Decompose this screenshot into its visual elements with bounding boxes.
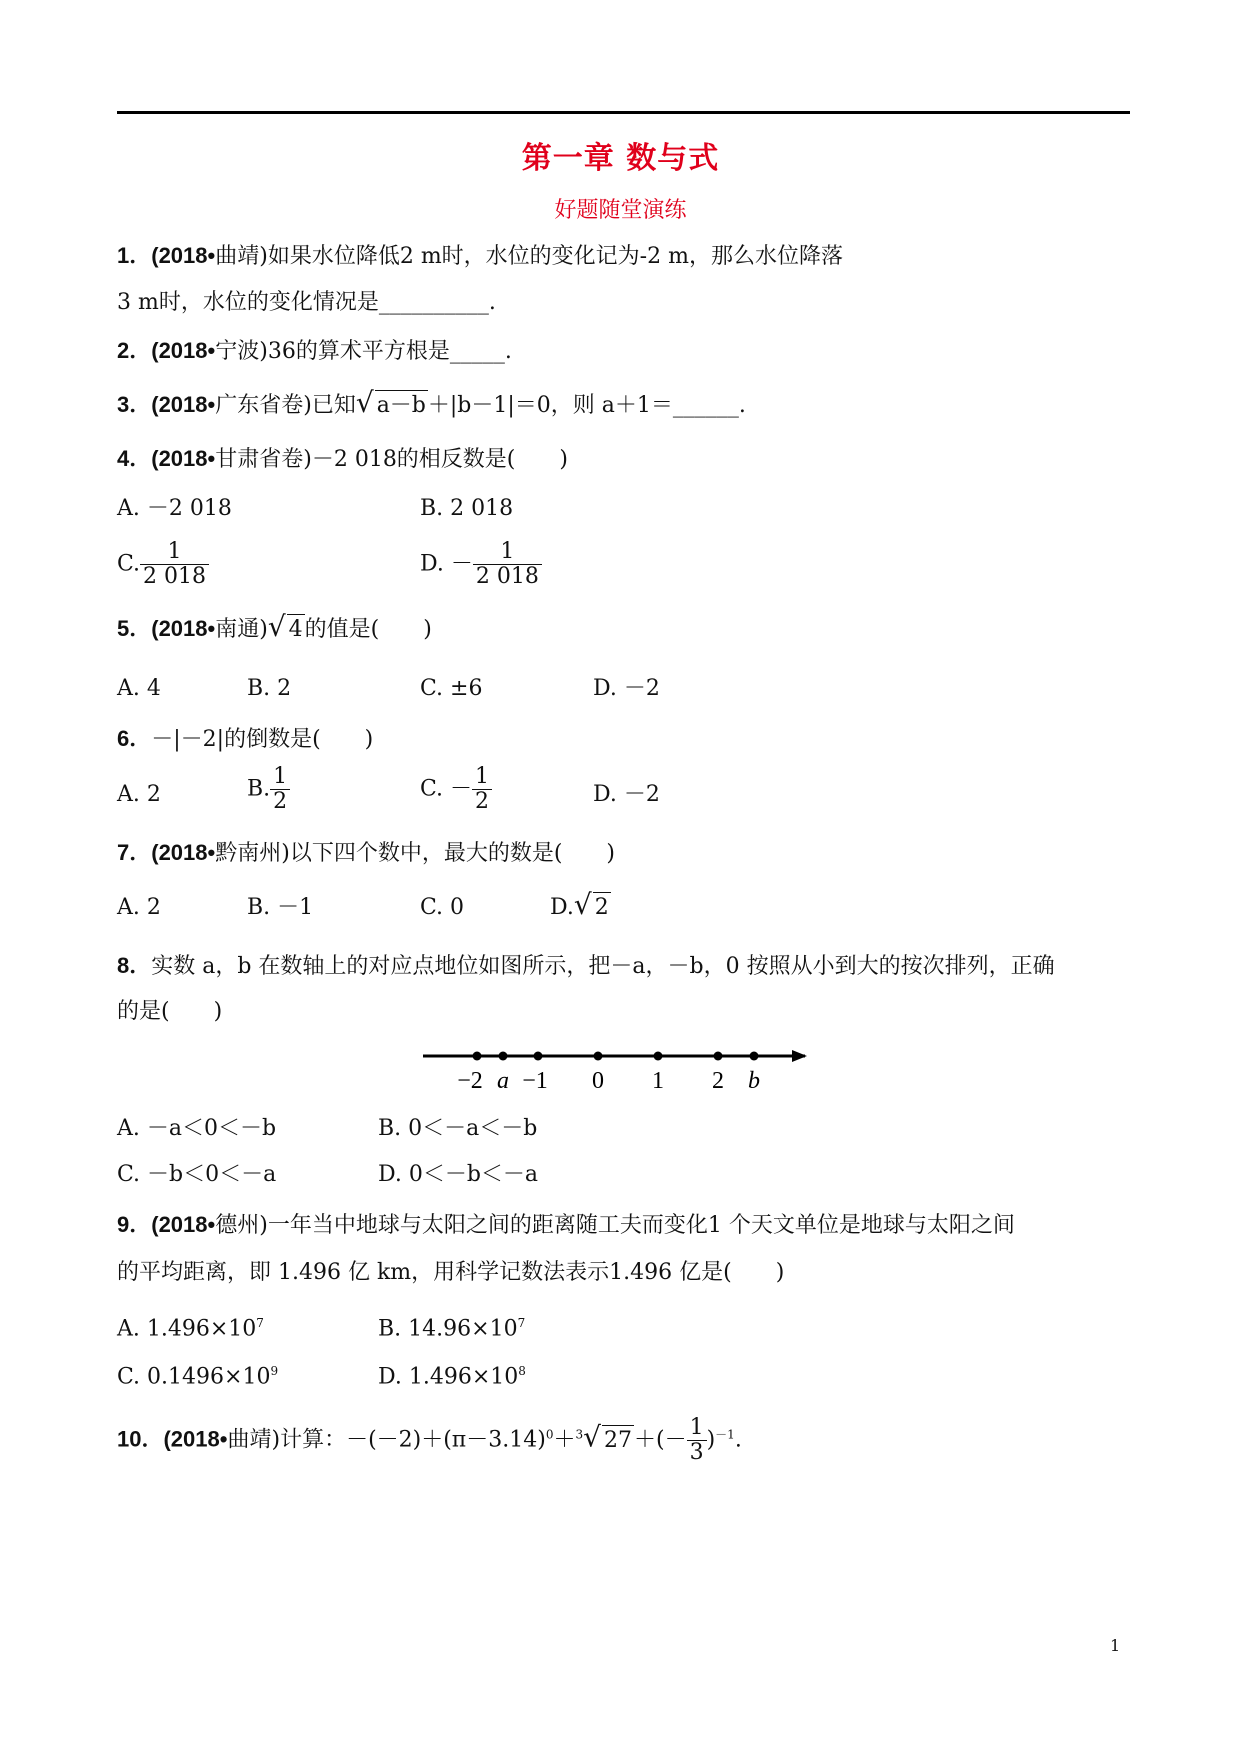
q9-line1: 9．(2018•德州)一年当中地球与太阳之间的距离随工夫而变化1 个天文单位是地球与太阳之间 [117,1212,1015,1238]
page-number: 1 [1110,1636,1121,1655]
q4-option-b: B. 2 018 [420,496,514,521]
q2: 2．(2018•宁波)36的算术平方根是_____. [117,338,512,364]
q4-option-d: D. － $\frac{1}{2 018}$ [420,540,542,589]
point-2 [714,1052,723,1061]
section-subtitle: 好题随堂演练 [554,198,687,223]
q9-option-d: D. $1.496\times 10^8$ [378,1364,526,1390]
q1-line1: 1．(2018•曲靖)如果水位降低2 m时，水位的变化记为-2 m，那么水位降落 [117,243,843,269]
q5: 5．(2018•南通)√ 4的值是( ) [117,610,432,643]
q7-option-a: A. 2 [117,895,161,920]
q6-option-d: D. －2 [593,782,660,807]
q8-line2: 的是( ) [117,999,223,1024]
chapter-title: 第一章 数与式 [521,141,720,176]
q3: 3．(2018•广东省卷)已知√ a－b＋|b－1|＝0，则 a＋1＝______. [117,386,746,419]
q5-option-d: D. －2 [593,676,660,701]
axis-label-0: 0 [592,1068,604,1094]
q6-option-b: B. $\frac{1}{2}$ [247,765,290,814]
point-neg2 [473,1052,482,1061]
q5-option-a: A. 4 [117,676,161,701]
number-line-figure [420,1036,820,1096]
q8-option-c: C. －b＜0＜－a [117,1162,277,1187]
q8-option-b: B. 0＜－a＜－b [378,1116,538,1141]
axis-label-b: b [748,1068,760,1094]
q6: 6．－|－2|的倒数是( ) [117,726,374,752]
q9-option-a: A. $1.496\times 10^7$ [117,1316,264,1342]
q4: 4．(2018•甘肃省卷)－2 018的相反数是( ) [117,446,568,472]
point-b [750,1052,759,1061]
q7-option-b: B. －1 [247,895,314,920]
q9-option-c: C. $0.1496\times 10^9$ [117,1364,279,1390]
q4-option-c: C. $\frac{1}{2 018}$ [117,540,209,589]
q5-option-c: C. ±6 [420,676,483,701]
q4-option-a: A. －2 018 [117,496,232,521]
q8-option-d: D. 0＜－b＜－a [378,1162,539,1187]
axis-label-neg2: −2 [457,1068,483,1094]
q8-option-a: A. －a＜0＜－b [117,1116,277,1141]
q8-line1: 8．实数 a，b 在数轴上的对应点地位如图所示，把－a，－b，0 按照从小到大的按次排列，正确 [117,953,1055,979]
q7-option-c: C. 0 [420,895,465,920]
q9-option-b: B. $14.96\times 10^7$ [378,1316,526,1342]
axis-label-2: 2 [712,1068,724,1094]
q5-option-b: B. 2 [247,676,292,701]
q6-option-c: C. － $\frac{1}{2}$ [420,765,492,814]
point-a [499,1052,508,1061]
point-1 [654,1052,663,1061]
q6-option-a: A. 2 [117,782,161,807]
q7: 7．(2018•黔南州)以下四个数中，最大的数是( ) [117,840,615,866]
header-rule [117,111,1130,114]
point-0 [594,1052,603,1061]
axis-label-a: a [497,1068,509,1094]
q9-line2: 的平均距离，即 1.496 亿 km，用科学记数法表示1.496 亿是( ) [117,1260,785,1285]
axis-label-1: 1 [652,1068,664,1094]
q10: 10．(2018•曲靖)计算：$-(-2)+(\pi-3.14)^0+^3√$ 27＋(－ $\frac{1}{3}$ )$^{-1}$. [117,1415,742,1466]
q7-option-d: D.√ 2 [550,888,609,921]
q1-line2: 3 m时，水位的变化情况是__________. [117,290,496,315]
axis-label-neg1: −1 [522,1068,548,1094]
point-neg1 [534,1052,543,1061]
